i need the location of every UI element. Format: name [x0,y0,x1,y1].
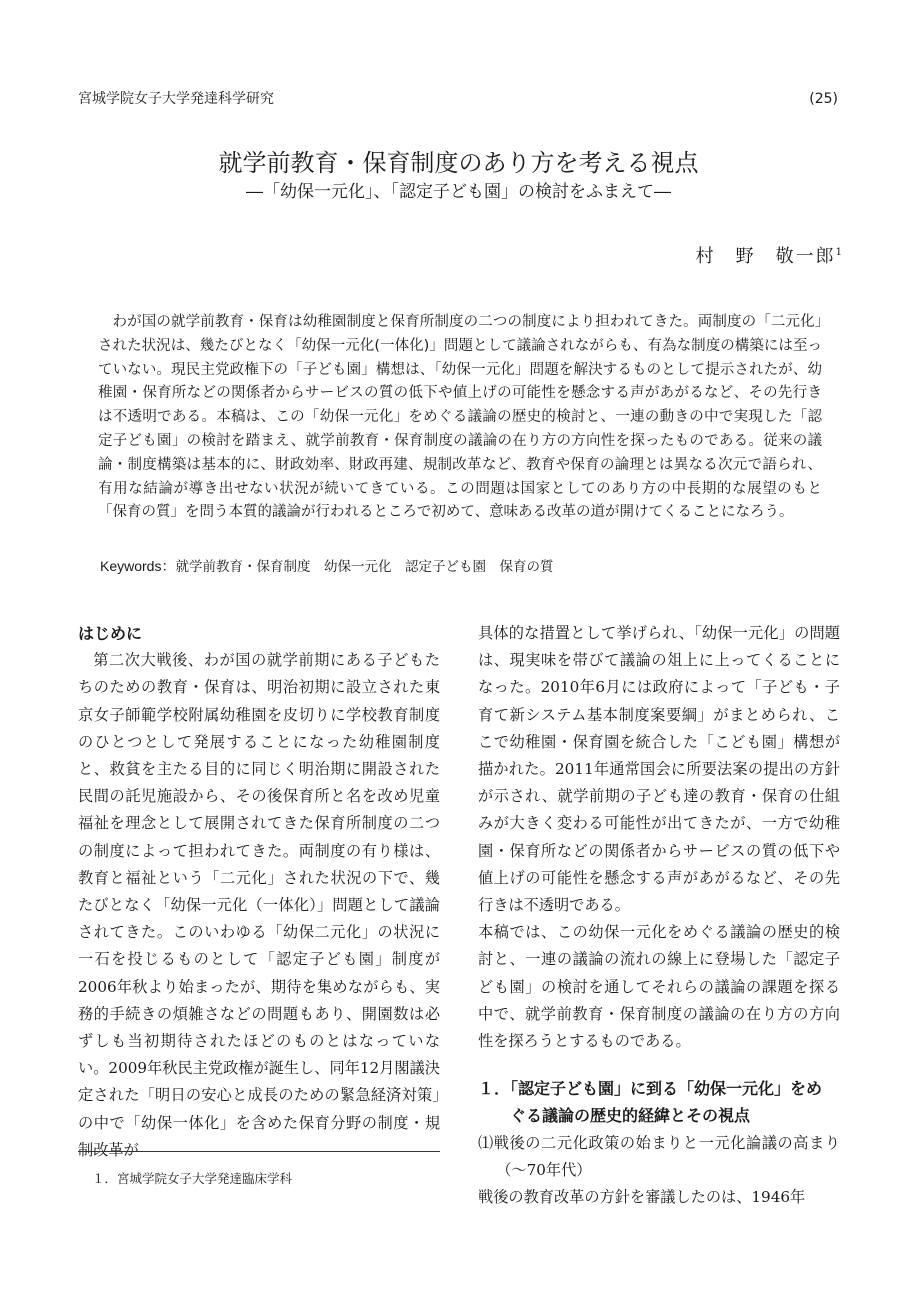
subsection-1-heading: ⑴戦後の二元化政策の始まりと一元化論議の高まり（～70年代） [478,1133,840,1179]
keywords-label: Keywords： [100,558,176,574]
section-1-heading [478,1075,840,1129]
intro-heading: はじめに [78,624,143,643]
abstract-text: わが国の就学前教育・保育は幼稚園制度と保育所制度の二つの制度により担われてきた。両制度の「二元化」された状況は、幾たびとなく「幼保一元化(一体化)」問題として議論されながらも、有為な制度の構築には至っていない。現民主党政権下の「子ども園」構想は、「幼保一元化」問題を解決するものとして提示されたが、幼稚園・保育所などの関係者からサービスの質の低下や値上げの可能性を懸念する声があがるなど、その先行きは不透明である。本稿は、この「幼保一元化」をめぐる議論の歴史的検討と、一連の動きの中で実現した「認定子ども園」の検討を踏まえ、就学前教育・保育制度の議論の在り方の方向性を探ったものである。従来の議論・制度構築は基本的に、財政効率、財政再建、規制改革など、教育や保育の論理とは異なる次元で語られ、有用な結論が導き出せない状況が続いてきている。この問題は国家としてのあり方の中長期的な展望のもと「保育の質」を問う本質的議論が行われるところで初めて、意味ある改革の道が開けてくることになろう。 [98,314,822,521]
keyword-item: 保育の質 [499,559,554,575]
keyword-item: 就学前教育・保育制度 [175,559,311,575]
author-footnote-mark: 1 [835,247,842,258]
section-gap [478,1055,840,1075]
body-column-left [78,620,440,1164]
section-1-heading-line2: ぐる議論の歴史的経緯とその視点 [510,1106,751,1126]
section-1-paragraph: 戦後の教育改革の方針を審議したのは、1946年 [478,1188,806,1207]
paper-title: 就学前教育・保育制度のあり方を考える視点 [218,149,699,177]
footnote: １．宮城学院女子大学発達臨床学科 [92,1171,293,1186]
abstract [98,311,822,525]
paper-subtitle: ―「幼保一元化」、「認定子ども園」の検討をふまえて― [246,182,671,202]
keyword-item: 幼保一元化 [323,559,392,575]
intro-paragraph-continued: 具体的な措置として挙げられ、「幼保一元化」の問題は、現実味を帯びて議論の俎上に上ってくることになった。2010年6月には政府によって「子ども・子育て新システム基本制度案要綱」がまとめられ、ここで幼稚園・保育園を統合した「こども園」構想が描かれた。2011年通常国会に所要法案の提出の方針が示され、就学前期の子ども達の教育・保育の仕組みが大きく変わる可能性が出てきたが、一方で幼稚園・保育所などの関係者からサービスの質の低下や値上げの可能性を懸念する声があがるなど、その先行きは不透明である。 [478,624,840,915]
keyword-item: 認定子ども園 [404,559,486,575]
footnote-rule [78,1151,440,1152]
keywords [100,556,820,577]
page-number: (25) [809,91,838,107]
running-head [78,89,838,109]
section-1-heading-line1: １．「認定子ども園」に到る「幼保一元化」をめ [478,1079,823,1099]
intro-paragraph: 第二次大戦後、わが国の就学前期にある子どもたちのための教育・保育は、明治初期に設立された東京女子師範学校附属幼稚園を皮切りに学校教育制度のひとつとして発展することになった幼稚園制度と、救貧を主たる目的に同じく明治期に開設された民間の託児施設から、その後保育所と名を改め児童福祉を理念として展開されてきた保育所制度の二つの制度によって担われてきた。両制度の有り様は、教育と福祉という「二元化」された状況の下で、幾たびとなく「幼保一元化（一体化）」問題として議論されてきた。このいわゆる「幼保二元化」の状況に一石を投じるものとして「認定子ども園」制度が2006年秋より始まったが、期待を集めながらも、実務的手続きの煩雑さなどの問題もあり、開園数は必ずしも当初期待されたほどのものとはなっていない。2009年秋民主党政権が誕生し、同年12月閣議決定された「明日の安心と成長のための緊急経済対策」の中で「幼保一体化」を含めた保育分野の制度・規制改革が [78,651,440,1159]
author [696,240,842,270]
author-name: 村 野 敬一郎 [695,246,836,267]
intro-paragraph-purpose: 本稿では、この幼保一元化をめぐる議論の歴史的検討と、一連の議論の流れの線上に登場した「認定子ども園」の検討を通してそれらの議論の課題を探る中で、就学前教育・保育制度の議論の在り方の方向性を探ろうとするものである。 [478,923,840,1051]
body-column-right [478,620,840,1211]
journal-name: 宮城学院女子大学発達科学研究 [78,91,274,107]
